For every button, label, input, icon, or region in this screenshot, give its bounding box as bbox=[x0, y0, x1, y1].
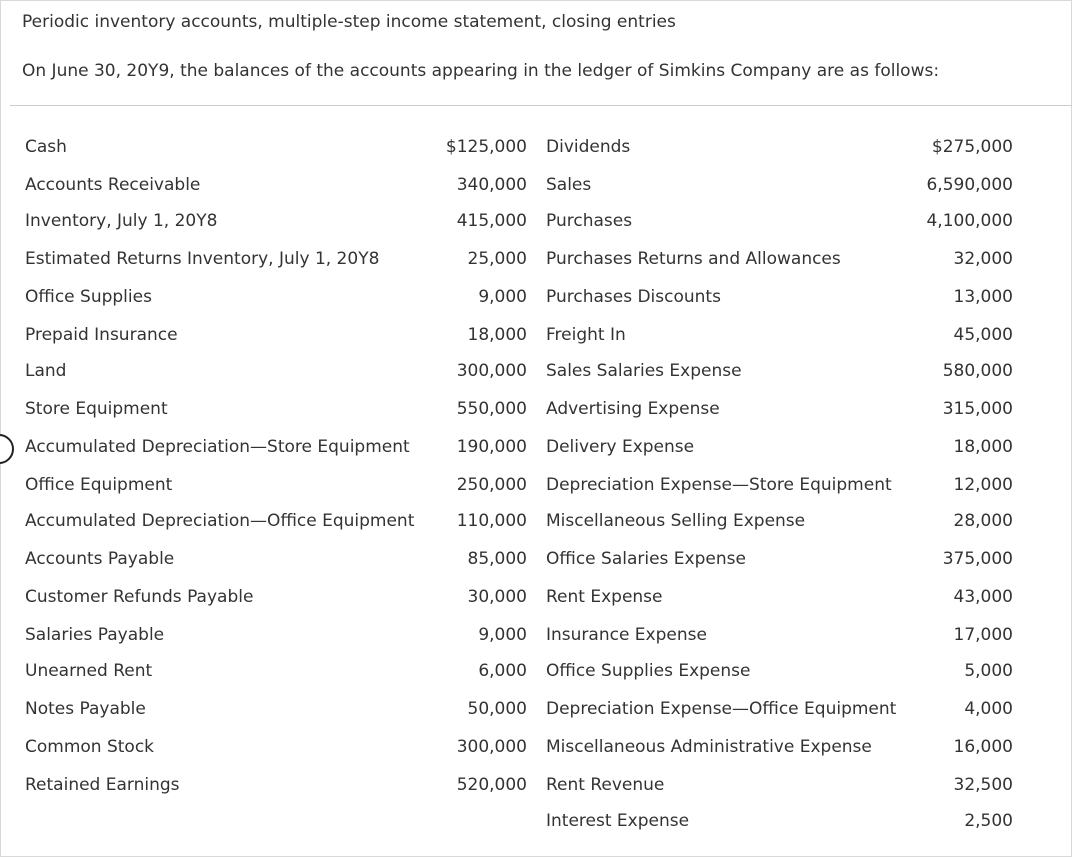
right-account-amount: 2,500 bbox=[964, 811, 1013, 831]
left-account-amount: 340,000 bbox=[456, 175, 527, 195]
left-account-amount: 300,000 bbox=[456, 361, 527, 381]
right-account-name: Interest Expense bbox=[546, 811, 690, 831]
left-account-name: Cash bbox=[25, 137, 67, 157]
right-account-amount: 13,000 bbox=[953, 287, 1013, 307]
left-account-name: Prepaid Insurance bbox=[25, 325, 178, 345]
right-account-amount: 12,000 bbox=[953, 475, 1013, 495]
left-account-amount: 30,000 bbox=[467, 587, 527, 607]
right-account-amount: 375,000 bbox=[942, 549, 1013, 569]
right-account-name: Office Salaries Expense bbox=[546, 549, 746, 569]
right-account-name: Advertising Expense bbox=[546, 399, 720, 419]
left-account-name: Unearned Rent bbox=[25, 661, 153, 681]
right-account-amount: 4,000 bbox=[964, 699, 1013, 719]
left-account-amount: 300,000 bbox=[456, 737, 527, 757]
right-account-amount: 580,000 bbox=[942, 361, 1013, 381]
right-account-name: Purchases Discounts bbox=[546, 287, 721, 307]
right-account-amount: 43,000 bbox=[953, 587, 1013, 607]
right-account-name: Depreciation Expense—Store Equipment bbox=[546, 475, 892, 495]
right-account-name: Delivery Expense bbox=[546, 437, 695, 457]
left-account-amount: 9,000 bbox=[478, 625, 527, 645]
left-account-amount: 550,000 bbox=[456, 399, 527, 419]
right-account-name: Miscellaneous Selling Expense bbox=[546, 511, 806, 531]
right-account-name: Freight In bbox=[546, 325, 626, 345]
right-account-amount: 45,000 bbox=[953, 325, 1013, 345]
right-account-amount: 18,000 bbox=[953, 437, 1013, 457]
right-account-name: Sales Salaries Expense bbox=[546, 361, 742, 381]
left-account-amount: 50,000 bbox=[467, 699, 527, 719]
left-account-name: Estimated Returns Inventory, July 1, 20Y8 bbox=[25, 249, 380, 269]
left-account-name: Land bbox=[25, 361, 67, 381]
left-account-name: Office Supplies bbox=[25, 287, 152, 307]
right-account-name: Rent Revenue bbox=[546, 775, 665, 795]
right-account-name: Insurance Expense bbox=[546, 625, 707, 645]
left-account-name: Retained Earnings bbox=[25, 775, 180, 795]
left-account-name: Office Equipment bbox=[25, 475, 173, 495]
left-account-amount: 25,000 bbox=[467, 249, 527, 269]
left-account-name: Accumulated Depreciation—Office Equipment bbox=[25, 511, 415, 531]
right-account-name: Purchases Returns and Allowances bbox=[546, 249, 841, 269]
left-account-amount: 6,000 bbox=[478, 661, 527, 681]
left-account-amount: $125,000 bbox=[445, 137, 527, 157]
left-account-name: Common Stock bbox=[25, 737, 155, 757]
left-account-name: Inventory, July 1, 20Y8 bbox=[25, 211, 218, 231]
left-account-amount: 190,000 bbox=[456, 437, 527, 457]
right-account-amount: 315,000 bbox=[942, 399, 1013, 419]
left-account-amount: 520,000 bbox=[456, 775, 527, 795]
problem-intro: On June 30, 20Y9, the balances of the accounts appearing in the ledger of Simkins Company are as follows: bbox=[22, 61, 940, 81]
right-account-amount: 32,000 bbox=[953, 249, 1013, 269]
right-account-amount: 4,100,000 bbox=[926, 211, 1013, 231]
left-account-amount: 9,000 bbox=[478, 287, 527, 307]
left-account-name: Accounts Receivable bbox=[25, 175, 201, 195]
right-account-amount: 28,000 bbox=[953, 511, 1013, 531]
left-account-name: Notes Payable bbox=[25, 699, 146, 719]
right-account-name: Depreciation Expense—Office Equipment bbox=[546, 699, 897, 719]
left-account-name: Accounts Payable bbox=[25, 549, 175, 569]
right-account-amount: 17,000 bbox=[953, 625, 1013, 645]
right-account-amount: 32,500 bbox=[953, 775, 1013, 795]
left-account-name: Store Equipment bbox=[25, 399, 168, 419]
right-account-name: Dividends bbox=[546, 137, 631, 157]
right-account-amount: 6,590,000 bbox=[926, 175, 1013, 195]
left-account-amount: 110,000 bbox=[456, 511, 527, 531]
left-account-name: Customer Refunds Payable bbox=[25, 587, 254, 607]
left-account-amount: 250,000 bbox=[456, 475, 527, 495]
right-account-name: Office Supplies Expense bbox=[546, 661, 751, 681]
right-account-name: Purchases bbox=[546, 211, 633, 231]
problem-title: Periodic inventory accounts, multiple-step income statement, closing entries bbox=[22, 12, 676, 32]
right-account-name: Rent Expense bbox=[546, 587, 663, 607]
left-account-amount: 85,000 bbox=[467, 549, 527, 569]
left-account-amount: 415,000 bbox=[456, 211, 527, 231]
left-account-name: Accumulated Depreciation—Store Equipment bbox=[25, 437, 410, 457]
left-account-name: Salaries Payable bbox=[25, 625, 165, 645]
divider bbox=[10, 105, 1072, 106]
right-account-amount: 5,000 bbox=[964, 661, 1013, 681]
left-account-amount: 18,000 bbox=[467, 325, 527, 345]
right-account-amount: $275,000 bbox=[931, 137, 1013, 157]
right-account-name: Miscellaneous Administrative Expense bbox=[546, 737, 872, 757]
right-account-name: Sales bbox=[546, 175, 592, 195]
right-account-amount: 16,000 bbox=[953, 737, 1013, 757]
